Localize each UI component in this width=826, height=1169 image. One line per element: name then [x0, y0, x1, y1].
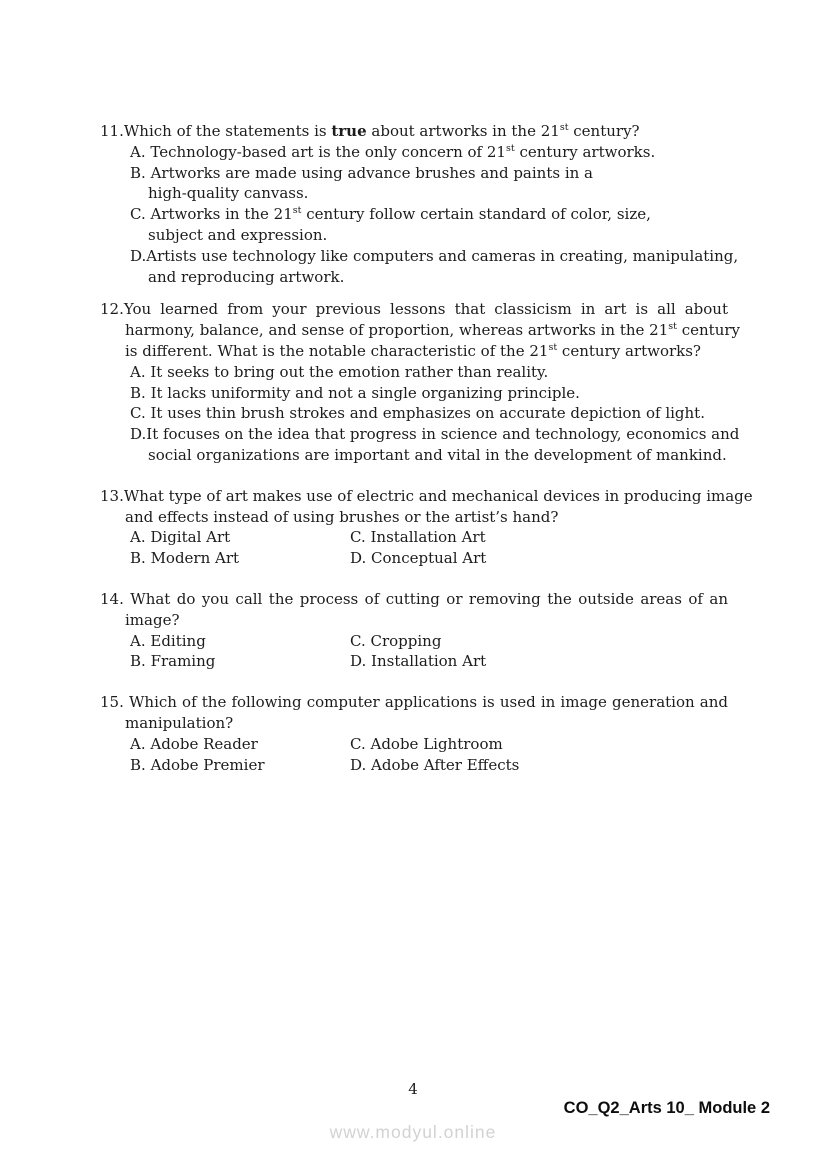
option-label: A.: [130, 362, 146, 381]
stem-text: century: [676, 321, 740, 340]
question-12: [100, 299, 740, 465]
superscript: st: [292, 205, 302, 217]
question-number: 14.: [100, 589, 124, 608]
superscript: st: [505, 142, 515, 154]
question-stem: [100, 299, 740, 361]
stem-text: Which of the following computer applications is used in image generation and: [123, 693, 728, 712]
option-b: [130, 383, 728, 404]
option-a: [130, 734, 350, 755]
option-c: [130, 204, 728, 246]
question-number: 11.: [100, 122, 124, 140]
option-text: Conceptual Art: [366, 549, 487, 568]
option-text: Editing: [145, 631, 206, 650]
option-b: [130, 651, 350, 672]
question-14: [100, 589, 728, 672]
option-text: It seeks to bring out the emotion rather than reality.: [145, 362, 549, 381]
stem-text: about artworks in the 21: [366, 122, 560, 140]
stem-text: and effects instead of using brushes or the artist’s hand?: [125, 507, 559, 526]
option-label: B.: [130, 755, 146, 774]
option-text: Modern Art: [145, 549, 240, 568]
stem-bold-text: true: [331, 122, 367, 140]
option-d: [350, 548, 728, 569]
option-label: D.: [350, 755, 367, 774]
question-11: [100, 121, 739, 287]
option-d: [350, 755, 728, 776]
option-label: D.: [130, 246, 147, 265]
stem-text: What do you call the process of cutting or removing the outside areas of an: [123, 589, 728, 608]
stem-text: What type of art makes use of electric and mechanical devices in producing image: [123, 486, 753, 505]
stem-text: Which of the statements is: [123, 122, 332, 140]
option-text: It focuses on the idea that progress in science and technology, economics and: [146, 425, 740, 444]
option-label: B.: [130, 163, 146, 182]
option-text: Digital Art: [145, 528, 231, 547]
stem-text: is different. What is the notable characteristic of the 21: [125, 341, 549, 360]
option-text: Artists use technology like computers and cameras in creating, manipulating,: [146, 246, 739, 265]
option-d: [130, 246, 739, 288]
watermark: www.modyul.online: [329, 1122, 497, 1142]
question-stem: [100, 589, 728, 631]
option-label: B.: [130, 549, 146, 568]
option-b: [130, 163, 728, 205]
superscript: st: [559, 122, 569, 133]
options-list: [130, 142, 739, 288]
option-c: [350, 527, 728, 548]
question-15: [100, 692, 728, 775]
option-text: century follow certain standard of color, size,: [301, 205, 651, 224]
question-stem: [100, 121, 728, 142]
stem-text: century?: [568, 122, 640, 140]
option-label: A.: [130, 734, 146, 753]
option-a: [130, 362, 728, 383]
option-label: C.: [130, 404, 146, 423]
option-label: C.: [130, 205, 146, 224]
option-label: D.: [350, 652, 367, 671]
questions-area: [100, 121, 753, 795]
option-text: and reproducing artwork.: [148, 267, 345, 286]
superscript: st: [668, 321, 677, 333]
stem-text: century artworks?: [557, 341, 701, 360]
option-label: B.: [130, 383, 146, 402]
question-stem: [100, 692, 728, 734]
option-label: C.: [350, 631, 366, 650]
option-label: D.: [130, 425, 147, 444]
option-c: [130, 403, 728, 424]
stem-text: manipulation?: [125, 713, 234, 732]
option-c: [350, 734, 728, 755]
option-label: A.: [130, 528, 146, 547]
option-text: It uses thin brush strokes and emphasizes on accurate depiction of light.: [145, 404, 705, 423]
option-text: Installation Art: [365, 528, 486, 547]
option-text: Cropping: [365, 631, 442, 650]
option-label: A.: [130, 631, 146, 650]
option-a: [130, 527, 350, 548]
superscript: st: [548, 341, 558, 353]
option-b: [130, 548, 350, 569]
option-text: Framing: [145, 652, 216, 671]
option-text: Adobe Lightroom: [365, 734, 503, 753]
module-code: CO_Q2_Arts 10_ Module 2: [563, 1099, 770, 1117]
stem-text: image?: [125, 610, 180, 629]
option-text: Artworks are made using advance brushes and paints in a: [145, 163, 593, 182]
question-stem: [100, 486, 753, 528]
option-label: B.: [130, 652, 146, 671]
option-text: social organizations are important and vital in the development of mankind.: [148, 445, 727, 464]
option-label: C.: [350, 734, 366, 753]
option-text: high-quality canvass.: [148, 184, 309, 203]
option-text: Adobe Reader: [145, 734, 258, 753]
option-text: Installation Art: [366, 652, 487, 671]
option-a: [130, 631, 350, 652]
options-grid: [130, 734, 728, 776]
option-a: [130, 142, 728, 163]
options-grid: [130, 527, 728, 569]
option-b: [130, 755, 350, 776]
option-d: [350, 651, 728, 672]
option-text: century artworks.: [514, 142, 656, 161]
option-text: Adobe After Effects: [366, 755, 520, 774]
option-label: C.: [350, 528, 366, 547]
option-label: A.: [130, 142, 146, 161]
option-text: Adobe Premier: [145, 755, 265, 774]
option-text: It lacks uniformity and not a single organizing principle.: [145, 383, 580, 402]
question-number: 15.: [100, 693, 124, 712]
option-c: [350, 631, 728, 652]
question-number: 12.: [100, 300, 124, 319]
option-text: Artworks in the 21: [145, 205, 293, 224]
option-text: Technology-based art is the only concern of 21: [145, 142, 506, 161]
question-13: [100, 486, 753, 569]
option-d: [130, 424, 740, 466]
stem-text: harmony, balance, and sense of proportion, whereas artworks in the 21: [125, 321, 669, 340]
option-label: D.: [350, 549, 367, 568]
options-list: [130, 362, 740, 466]
page-number: 4: [408, 1080, 418, 1098]
question-number: 13.: [100, 486, 124, 505]
options-grid: [130, 631, 728, 673]
option-text: subject and expression.: [148, 225, 328, 244]
stem-text: You learned from your previous lessons that classicism in art is all about: [123, 300, 728, 319]
